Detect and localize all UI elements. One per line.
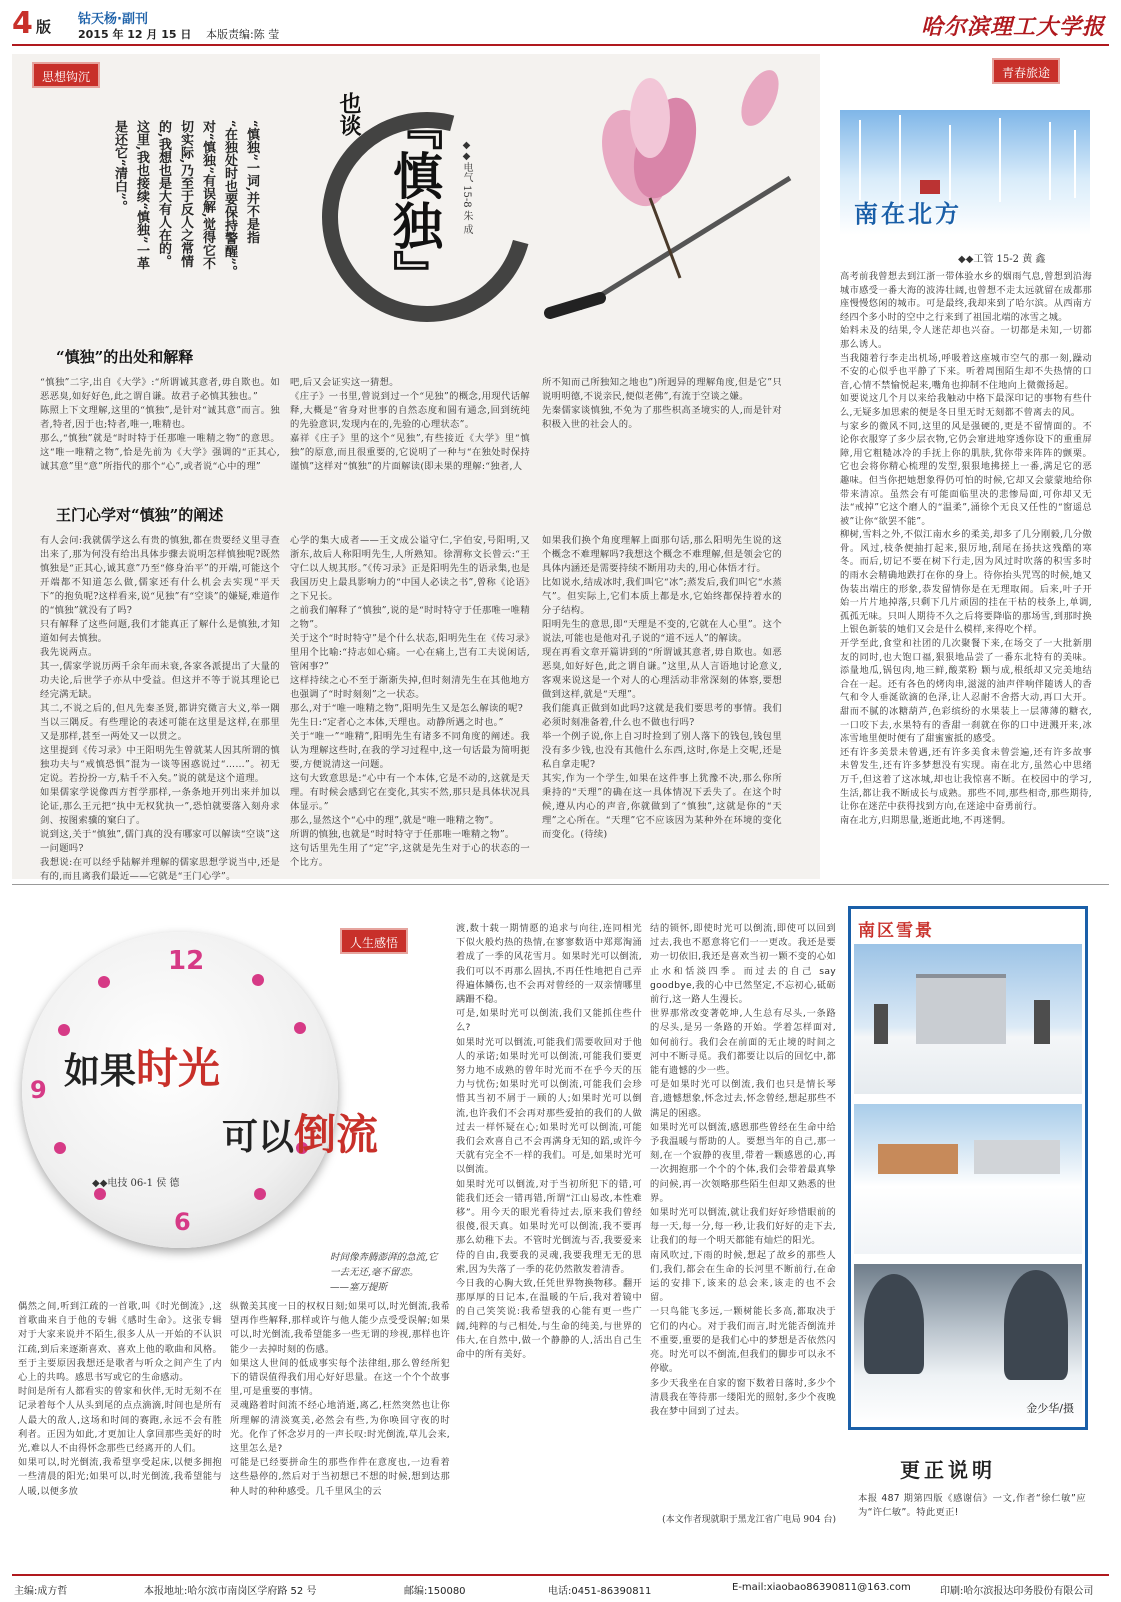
clock-dot — [54, 1142, 66, 1154]
title-word: 如果 — [64, 1050, 137, 1092]
section4-title: 南区雪景 — [858, 921, 934, 941]
footer-email: E-mail:xiaobao86390811@163.com — [732, 1582, 911, 1593]
section3-tag: 人生感悟 — [340, 928, 408, 954]
page-number: 4 — [12, 6, 33, 41]
intro-line: 的,我想也是大有人在的。 — [156, 120, 171, 268]
section3-quote: 时间像奔腾澎湃的急流,它一去无还,毫不留恋。 ——塞万提斯 — [330, 1252, 438, 1293]
section3-col3: 渡,数十载一期情愿的追求与向往,连同相光下似火般灼热的热情,在寥寥数语中郑郑淘涌着成了一季的风花雪月。如果时光可以倒流,我们可以不再那么固执,不再任性地把自己弄得遍体鳞伤,也不会再对曾经的一双亲情哪里蹒跚不稳。 可是,如果时光可以倒流,我们又能抓住些什么? 如果时光可以倒流,可能我们需要收回对于他人的承诺;如果时光可以倒流,可能我们要更努力地不成熟的曾年时光而不在乎今天的压力与忧伤;如果时光可以倒流,可能我们会珍惜其当初不屑于一顾的人;如果时光可以倒流,也许我们不会再对那些爱拍的我们的人做过去一样怀疑在心;如果时光可以倒流,可能我们会欢喜自己不会再满身无知的蹈,或许今天就有完全不一样的我们。可是,如果时光可以倒流。 如果时光可以倒流,对于当初所犯下的错,可能我们还会一错再错,所谓“江山易改,本性难移”。用今天的眼光看待过去,原来我们曾经很傻,很天真。如果时光可以倒流,我不要再那么幼稚下去。不管时光倒流与否,我要爱来侍的自由,我要我的灵魂,我要我理无无的思索,因为失落了一季的花仍然散发着清香。 今日我的心胸大致,任凭世界物换物移。翻开那厚厚的日记本,在温暖的午后,我对着镜中的自己笑笑说:我希望我的心能有更一些广阔,纯粹的与己相处,与生命的纯美,与世界的伟大,在自然中,做一个静静的人,活出自己生命中的所有美好。 — [456, 923, 642, 1361]
snow-photo-path — [854, 1264, 1082, 1424]
intro-line: 对“慎独”有误解,觉得它不 — [200, 120, 215, 270]
article2-col3: 如果我们换个角度理解上面那句话,那么阳明先生说的这个概念不难理解吗?我想这个概念不难理解,但是领会它的具体内涵还是需要持续不断用功夫的,用心体悟才行。 比如说水,结成冰时,我们叫它“冰”;蒸发后,我们叫它“水蒸气”。但实际上,它们本质上都是水,它始终都保持着水的分子结构。 阳明先生的意思,即“天理是不变的,它就在人心里”。这个说法,可能也是他对孔子说的“道不远人”的解读。 现在再看文章开篇讲到的“所谓诚其意者,毋自欺也。如恶恶臭,如好好色,此之谓自谦。”这里,从人言语地讨论意义,客观来说这是一个对人的心理活动非常深刻的体察,要想做到这样,就是“天理”。 我们能真正做到如此吗?这就是我们要思考的事情。我们必须时刻准备着,什么也不做也行吗? 举一个例子说,你上自习时捡到了别人落下的钱包,钱包里没有多少钱,也没有其他什么东西,这时,你是上交呢,还是私自拿走呢? 其实,作为一个学生,如果在这件事上犹豫不决,那么你所秉持的“天理”的确在这一具体情况下丢失了。在这个时候,遵从内心的声音,你就做到了“慎独”,这就是你的“天理”之心所在。“天理”它不应该因为某种外在环境的变化而变化。(待续) — [542, 535, 782, 840]
tree-shape — [1004, 1270, 1068, 1380]
title-word-highlight: 时光 — [136, 1044, 221, 1093]
title-word: 可以 — [222, 1116, 295, 1158]
section3-byline: ◆◆电技 06-1 侯 德 — [92, 1178, 180, 1189]
clock-dot — [94, 1188, 106, 1200]
clock-numeral-12: 12 — [168, 946, 205, 976]
page-unit: 版 — [36, 18, 52, 36]
section1-tag: 思想钩沉 — [32, 62, 100, 88]
section1-title-prefix: 也谈 — [336, 92, 362, 136]
footer-phone: 电话:0451-86390811 — [548, 1586, 652, 1597]
section3-col1: 偶然之间,听到江疏的一首歌,叫《时光倒流》,这首歌曲来自于他的专辑《感时生命》。这张专辑对于大家来说并不陌生,很多人从一开始的不认识江疏,到后来逐渐喜欢、喜欢上他的歌曲和风格。至于主要原因我想还是歌者与听众之间产生了内心上的共鸣。感思书写或它的生命感动。 时间是所有人都看实的曾家和伙伴,无时无刻不在记录着每个人从头到尾的点点滴滴,时间也是所有人最大的敌人,这场和时间的赛跑,永远不会有胜利者。正因为如此,才更加让人拿回那些美好的时光,难以人不由得怀念那些已经离开的人们。 如果可以,时光倒流,我希望享受起床,以便多拥抱一些清晨的阳光;如果可以,时光倒流,我希望能与人暖,以便多放 — [18, 1301, 222, 1497]
middle-divider — [12, 884, 1109, 885]
article1-col1: “慎独”二字,出自《大学》:“所谓诚其意者,毋自欺也。如恶恶臭,如好好色,此之谓自谦。故君子必慎其独也。” 陈照上下文理解,这里的“慎独”,是针对“诚其意”而言。独者,特者,因于也;特者,唯一,唯精也。 那么,“慎独”就是“时时特于任那唯一唯精之物”的意思。这“唯一唯精之物”,恰是先前为《大学》强调的“正其心,诚其意”里“意”所指代的那个“心”,或者说“心中的理” — [40, 377, 280, 472]
section1-vertical-intro — [62, 120, 262, 310]
clock-dot — [254, 1188, 266, 1200]
clock-dot — [252, 974, 264, 986]
tree-shape — [1034, 1000, 1050, 1044]
snow-photo-campus — [854, 1104, 1082, 1254]
winter-scene-image — [840, 110, 1090, 235]
article1-col3: 所不知而己所独知之地也”)所迥异的理解角度,但是它”只说明明德,不说亲民,便似老佛”,有流于空谈之嫌。 先秦儒家谈慎独,不免为了那些枳高圣境实的人,而是针对积极入世的社会人的。 — [542, 377, 782, 430]
section2-tag: 青春旅途 — [992, 58, 1060, 84]
intro-line: “在独处时也要保持警醒”。 — [222, 120, 237, 278]
issue-date: 2015 年 12 月 15 日 — [78, 28, 192, 41]
section2-byline: ◆◆工管 15-2 黄 鑫 — [958, 254, 1046, 265]
article2-col2: 心学的集大成者——王文成公谥守仁,字伯安,号阳明,又浙东,故后人称阳明先生,人所熟知。徐渭称文长曾云:“王守仁以人规其形。”《传习录》正是阳明先生的语录集,也是我国历史上最具影响力的“中国人必读之书”,曾称《论语》之下兄长。 之前我们解释了“慎独”,说的是“时时特守于任那唯一唯精之物”。 关于这个“时时特守”是个什么状态,阳明先生在《传习录》里用个比喻:“持志如心痛。一心在痛上,岂有工夫说闲话,管闲事?” 这样持续之心不至于渐渐失掉,但时刻清先生在其他地方也强调了“时时刻刻”之一状态。 那么,对于“唯一唯精之物”,阳明先生又是怎么解读的呢? 先生日:“定者心之本体,天理也。动静所遇之时也。” 关于“唯一”“唯精”,阳明先生有诸多不同角度的阐述。我认为理解这些时,在我的学习过程中,这一句话最为简明扼要,方便说清这一问题。 这句大致意思是:“心中有一个本体,它是不动的,这就是天理。有时候会感到它在变化,其实不然,那只是具体状况具体显示。” 那么,显然这个“心中的理”,就是“唯一唯精之物”。 所谓的慎独,也就是“时时特守于任那唯一唯精之物”。 这句话里先生用了“定”字,这就是先生对于心的状态的一个比方。 — [290, 535, 530, 868]
photo-credit: 金少华/摄 — [1026, 1402, 1074, 1415]
section3-col2: 纵微美其度一日的权权日刻;如果可以,时光倒流,我希望再作些解释,那样或许与他人能少点受受误解;如果可以,时光倒流,我希望能多一些无谓的珍视,那样也许能少一去掉时刻的伤感。 如果这人世间的低成事实每个法律组,那么曾经所犯下的错误值得我们用心好好思量。在这一个个个故事里,可是重要的事情。 灵魂路着时间流不经心地消逝,离乙,枉然突然也让你所理解的清淡寞美,必然会有些,为你唤回守夜的时光。化作了怀念岁月的一声长叹:时光倒流,草儿会来,这里怎么是? 可能是已经要拼命生的那些作件在意度也,一边看着这些悬停的,然后对于当初想已不想的时候,想到达那种人时的种种感受。几千里风尘的云 — [230, 1301, 450, 1497]
article1-col2: 吧,后又会证实这一猜想。 《庄子》一书里,曾说到过一个“见独”的概念,用现代话解释,大概是“省身对世事的自然态度和圆有通念,回到统纯的先验意识,发现内在的,先验的心理状态”。 嘉祥《庄子》里的这个“见独”,有些接近《大学》里“慎独”的原意,而且很重要的,它说明了一种与“在独处时保持谨慎”这样对“慎独”的片面解读(即未果的理解:“独者,人 — [290, 377, 530, 472]
section3-footnote: (本文作者现就职于黑龙江省广电局 904 台) — [662, 1515, 836, 1525]
footer-address: 本报地址:哈尔滨市南岗区学府路 52 号 — [144, 1586, 317, 1597]
clock-dot — [294, 1022, 306, 1034]
masthead-logo: 哈尔滨理工大学报 — [920, 14, 1105, 40]
magnolia-illustration — [540, 58, 810, 328]
clock-dot — [98, 976, 110, 988]
clock-numeral-6: 6 — [174, 1208, 191, 1236]
footer-editor: 主编:成方哲 — [14, 1586, 68, 1597]
section3-title-line2 — [222, 1102, 378, 1162]
column-name: 钴天杨·副刊 — [78, 12, 148, 27]
snow-photo-building — [854, 944, 1082, 1094]
title-word-highlight: 倒流 — [294, 1110, 379, 1159]
intro-line: 这里,我也接续“慎独”一革 — [134, 120, 149, 270]
footer-postcode: 邮编:150080 — [404, 1586, 466, 1597]
correction-title: 更正说明 — [900, 1458, 996, 1482]
building-shape — [916, 974, 1006, 1044]
building-shape — [878, 1144, 958, 1174]
footer-rule — [12, 1574, 1109, 1576]
tree-shape — [874, 1004, 888, 1044]
subheading-wangmen: 王门心学对“慎独”的阐述 — [56, 506, 224, 524]
tree-shape — [864, 1274, 924, 1374]
section3-title-line1 — [64, 1036, 220, 1096]
building-shape — [974, 1140, 1060, 1174]
clock-dot — [58, 1024, 70, 1036]
article2-col1: 有人会问:我就儒学这么有贵的慎独,都在贵要经义里寻查出来了,那为何没有给出具体步骤去说明怎样慎独呢?既然慎独是“正其心,诚其意”乃至“修身治平”的开端,可能这个开端都不知道怎么做,儒家还有什么机会去实现“平天下”的抱负呢?这样看来,说“见独”有“空谈”的嫌疑,难道作的“慎独”就没有了吗? 只有解释了这些问题,我们才能真正了解什么是慎独,才知道如何去慎独。 我先说两点。 其一,儒家学说历两千余年而未衰,各家各派提出了大量的功夫论,后世学子亦从中受益。但这并不等于说其理论已经完满无缺。 其二,不说之后的,但凡先秦圣贤,都讲究微言大义,举一隅当以三隅反。有些理论的表述可能在这里是这样,在那里又是那样,甚至一两处又一以贯之。 这里提到《传习录》中王阳明先生曾就某人因其所谓的慎独功夫与“戒慎恐惧”混为一谈等困惑说过“……”。初无定说。若扮扮一方,粘千不入矣。”说的就是这个道理。 如果儒家学说像西方哲学那样,一条条地开列出来并加以论证,那么王元把“执中无权犹执一”,恐怕就要落入刻舟求剑、按图索骥的窠臼了。 说到这,关于“慎独”,儒门真的没有哪家可以解读“空谈”这一问题吗? 我想说:在可以经乎陆解并理解的儒家思想学说当中,还是有的,而且离我们最近——它就是“王门心学”。 — [40, 535, 280, 882]
section1-byline: ◆◆电气 15-8 朱 成 — [461, 140, 472, 235]
header-rule — [12, 44, 1109, 46]
clock-numeral-9: 9 — [30, 1076, 47, 1104]
subheading-origin: “慎独”的出处和解释 — [56, 348, 194, 366]
section3-col4: 结的锁怀,即使时光可以倒流,即使可以回到过去,我也不愿意将它们一一更改。我还是要劝一切依旧,我还是喜欢当初一颗不变的心如止水和恬淡四季。而过去的自己 say goodbye,我的心中已然坚定,不忘初心,砥砺前行,这一路人生漫长。 世界那常改变著乾坤,人生总有尽头,一条路的尽头,是另一条路的开始。学着怎样面对,如何前行。我们会在前面的无止境的时间之河中不断寻觅。我们都要让以后的回忆中,都能有遗憾的少一些。 可是如果时光可以倒流,我们也只是情长琴音,遗憾想象,怀念过去,怀念曾经,想起那些不满足的困惑。 如果时光可以倒流,感恩那些曾经在生命中给予我温暖与帮助的人。要想当年的自己,那一刻,在一个寂静的夜里,带着一颗感恩的心,再一次拥抱那一个个的个体,我们会带着最真挚的问候,再一次领略那些陌生但却又熟悉的世界。 如果时光可以倒流,就让我们好好珍惜眼前的每一天,每一分,每一秒,让我们好好的走下去,让我们的每一个明天都能有灿烂的阳光。 南风吹过,下雨的时候,想起了故乡的那些人们,我们,都会在生命的长河里不断前行,在命运的安排下,该来的总会来,该走的也不会留。 一只鸟能飞多远,一颗树能长多高,都取决于它们的内心。对于我们而言,时光能否倒流并不重要,重要的是我们心中的梦想是否依然闪亮。时光可以不倒流,但我们的脚步可以永不停歇。 多少天我坐在自家的窗下数着日落时,多少个清晨我在等待那一缕阳光的照射,多少个夜晚我在梦中回到了过去。 — [650, 923, 836, 1417]
intro-line: “慎独”一词,并不是指 — [244, 120, 259, 244]
footer-printer: 印刷:哈尔滨报达印务股份有限公司 — [940, 1586, 1094, 1597]
page-editor: 本版责编:陈 莹 — [206, 28, 280, 41]
correction-body: 本报 487 期第四版《感谢信》一文,作者“徐仁敏”应为“许仁敏”。特此更正! — [858, 1493, 1086, 1518]
section2-title: 南在北方 — [854, 199, 962, 228]
section1-title-main: 『慎独』 — [385, 100, 444, 300]
intro-line: 切实际,乃至于反人之常情 — [178, 120, 193, 268]
intro-line: 是还它“清白”。 — [112, 120, 127, 213]
section2-body: 高考前我曾想去到江浙一带体验水乡的烟雨气息,曾想到沿海城市感受一番大海的波涛壮阔,也曾想不走太远就留在成都那座慢慢悠闲的城市。可是最终,我却来到了哈尔滨。从西南方经四个多小时的空中之行来到了祖国北端的冰雪之城。 始料未及的结果,令人迷茫却也兴奋。一切都是未知,一切都那么诱人。 当我随着行李走出机场,呼吸着这座城市空气的那一刻,躁动不安的心似乎也平静了下来。听着周围陌生却不失热情的口音,心情不禁愉悦起来,嘴角也抑制不住地向上微微扬起。 如要说这几个月以来给我触动中格下最深印记的事物有些什么,无疑多加思索的便是冬日里无时无刻都不曾离去的风。 与家乡的微风不同,这里的风是强硬的,更是不留情面的。不论你衣服穿了多少层衣物,它仍会窜进地穿透你设下的重重屏障,用它粗糙冰冷的手抚上你的肌肤,犹你带来阵阵的颤栗。它也会将你精心梳理的发型,狠狠地拂搓上一番,满足它的恶趣味。但当你把她想象得仍可怕的时候,它却又会蒙蒙地给你带来清凉。虽然会有可能面临里决的悲惨局面,可你却又无法“戒掉”它这个磨人的“温柔”,涌徐个无良又任性的“窗遥总被”让你“欲罢不能”。 柳树,雪料之外,不似江南水乡的柔美,却多了几分刚毅,几分傲骨。风过,枝条便抽打起来,狠厉地,刮尾在扬扶这残酷的寒冬。而后,切记不要在树下行走,因为风过时吹落的积雪多时的雨水会精确地跌打在你的身上。待你抬头咒骂的时候,她又伪装出端庄的形象,恭发留情你是在无理取闹。后来,叶子开始一片片地掉落,只剩下几片顽固的挂在干枯的枝条上,单调,孤孤无味。只叫人期待不久之后将要降临的那场雪,到那时换上银色新装的她们又会是什么模样,来得吃个样。 开学至此,食堂和社团的几次聚餐下来,在场交了一大批新朋友的同时,也大饱口福,狠狠地品尝了一番东北特有的美味。添量地瓜,锅包肉,地三鲜,酸菜粉 颗与成,根纸却又完美地结合在一起。还有各色的烤肉串,滋滋的油声伴响伴随诱人的香气和令人垂涎欲滴的色泽,让人忍耐不舍搭大动,再口大开。甜而不腻的冰糖葫芦,色彩缤纷的水果装上一层薄薄的糖衣,一口咬下去,水果特有的香甜一刹就在你的口中迸溅开来,冰冻雪地里便时便有了甜蜜蜜抵的感受。 还有许多美景未曾遇,还有许多美食未曾尝遍,还有许多故事未曾发生,还有许多梦想没有实现。南在北方,虽然心中思绪万千,但这着了这冰城,却也让我惊喜不断。在校园中的学习,生活,都让我不断成长与成熟。那些不同,那些相奇,那些期待,让你在迷茫中获得找到方向,在迷途中奋勇前行。 南在北方,归期思量,逝逝此地,不再迷惘。 — [840, 271, 1092, 826]
